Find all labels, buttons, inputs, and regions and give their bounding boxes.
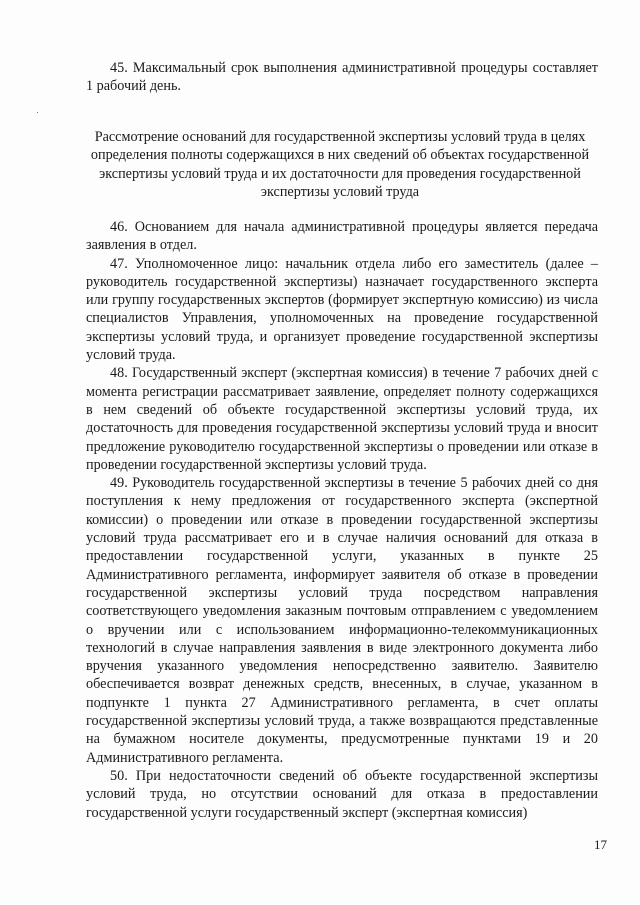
section-body	[86, 218, 598, 822]
section-heading: Рассмотрение оснований для государственной экспертизы условий труда в целях определения полноты содержащихся в них сведений об объектах государственной экспертизы условий труда и их достаточности для проведения государственной экспертизы условий труда	[90, 129, 590, 200]
paragraph-47: 47. Уполномоченное лицо: начальник отдела либо его заместитель (далее – руководитель государственной экспертизы) назначает государственного эксперта или группу государственных экспертов (формирует экспертную комиссию) из числа специалистов Управления, уполномоченных на проведение государственной экспертизы условий труда, и организует проведение государственной экспертизы условий труда.	[86, 255, 598, 364]
paragraph-text: 45. Максимальный срок выполнения административной процедуры составляет 1 рабочий день.	[86, 60, 598, 95]
paragraph-45	[86, 59, 598, 96]
scan-speck	[37, 112, 38, 113]
paragraph-48: 48. Государственный эксперт (экспертная комиссия) в течение 7 рабочих дней с момента регистрации рассматривает заявление, определяет полноту содержащихся в нем сведений об объекте государственной экспертизы условий труда, их достаточность для проведения государственной экспертизы условий труда и вносит предложение руководителю государственной экспертизы о проведении или отказе в проведении государственной экспертизы условий труда.	[86, 365, 598, 473]
paragraph-46: 46. Основанием для начала административной процедуры является передача заявления в отдел.	[86, 219, 598, 254]
paragraph-50: 50. При недостаточности сведений об объекте государственной экспертизы условий труда, но отсутствии оснований для отказа в предоставлении государственной услуги государственный эксперт (экспертная комиссия)	[86, 767, 598, 821]
page-number: 17	[594, 837, 607, 852]
paragraph-49: 49. Руководитель государственной экспертизы в течение 5 рабочих дней со дня поступления к нему предложения от государственного эксперта (экспертной комиссии) о проведении или отказе в проведении государственной экспертизы условий труда рассматривает его и в случае наличия оснований для отказа в предоставлении государственной услуги, указанных в пункте 25 Административного регламента, информирует заявителя об отказе в проведении государственной экспертизы условий труда посредством направления соответствующего уведомления заказным почтовым отправлением с уведомлением о вручении или с использованием информационно-телекоммуникационных технологий в случае направления заявления в виде электронного документа либо вручения указанного уведомления непосредственно заявителю. Заявителю обеспечивается возврат денежных средств, внесенных, в случае, указанном в подпункте 1 пункта 27 Административного регламента, в счет оплаты государственной экспертизы условий труда, а также возвращаются представленные на бумажном носителе документы, предусмотренные пунктами 19 и 20 Административного регламента.	[86, 475, 598, 766]
